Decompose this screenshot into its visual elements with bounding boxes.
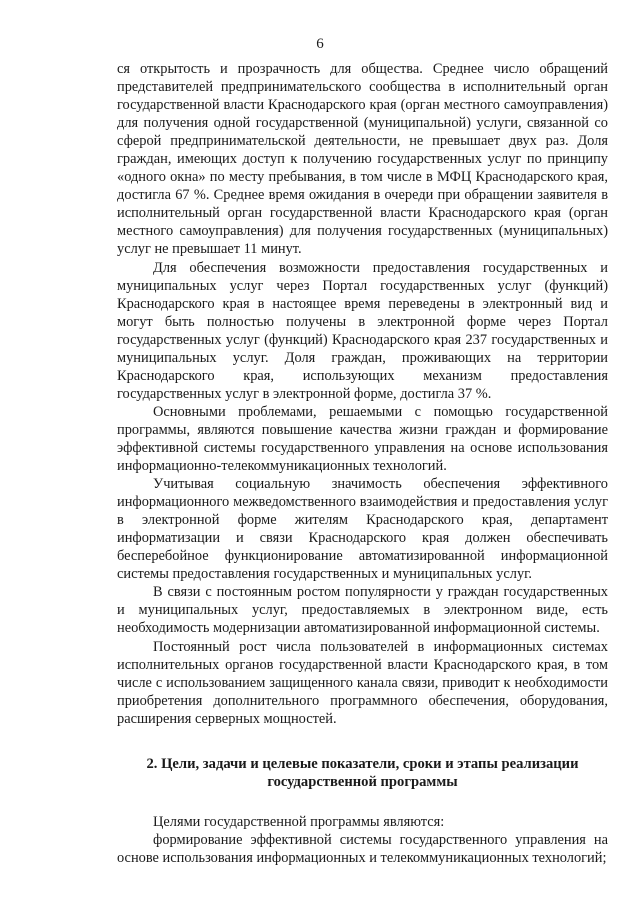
paragraph-6: Постоянный рост числа пользователей в информационных системах исполнительных органов государственной власти Краснодарского края, в том числе с использованием защищенного канала связи, приводит к необходимости приобретения дополнительного программного обеспечения, оборудования, расширения серверных мощностей. — [117, 638, 608, 727]
paragraph-goal-1: формирование эффективной системы государственного управления на основе использования информационных и телекоммуникационных технологий; — [117, 831, 608, 866]
paragraph-4: Учитывая социальную значимость обеспечения эффективного информационного межведомственного взаимодействия и предоставления услуг в электронной форме жителям Краснодарского края, департамент информатизации и связи Краснодарского края должен обеспечивать бесперебойное функционирование автоматизированной информационной системы предоставления государственных и муниципальных услуг. — [117, 476, 608, 583]
heading-spacer — [117, 791, 608, 813]
section-heading — [117, 755, 608, 791]
section-heading-line-1: 2. Цели, задачи и целевые показатели, сроки и этапы реализации — [146, 755, 579, 772]
page-number: 6 — [316, 36, 324, 52]
paragraph-5: В связи с постоянным ростом популярности у граждан государственных и муниципальных услуг, предоставляемых в электронном виде, есть необходимость модернизации автоматизированной информационной системы. — [117, 584, 608, 637]
paragraph-goals-intro: Целями государственной программы являются: — [153, 813, 445, 830]
paragraph-1: ся открытость и прозрачность для общества. Среднее число обращений представителей предпринимательского сообщества в исполнительный орган государственной власти Краснодарского края (орган местного самоуправления) для получения одной государственной (муниципальной) услуги, связанной со сферой предпринимательской деятельности, не превышает двух раз. Доля граждан, имеющих доступ к получению государственных услуг по принципу «одного окна» по месту пребывания, в том числе в МФЦ Краснодарского края, достигла 67 %. Среднее время ожидания в очереди при обращении заявителя в исполнительный орган государственной власти Краснодарского края (орган местного самоуправления) для получения государственных (муниципальных) услуг не превышает 11 минут. — [117, 61, 608, 258]
paragraph-3: Основными проблемами, решаемыми с помощью государственной программы, являются повышение качества жизни граждан и формирование эффективной системы государственного управления на основе использования информационно-телекоммуникационных технологий. — [117, 403, 608, 475]
page-content — [117, 60, 608, 867]
paragraph-2: Для обеспечения возможности предоставления государственных и муниципальных услуг через Портал государственных услуг (функций) Краснодарского края в настоящее время переведены в электронный вид и могут быть полностью получены в электронной форме через Портал государственных услуг (функций) Краснодарского края 237 государственных и муниципальных услуг. Доля граждан, проживающих на территории Краснодарского края, использующих механизм предоставления государственных услуг в электронной форме, достигла 37 %. — [117, 259, 608, 402]
section-heading-line-2: государственной программы — [267, 773, 458, 790]
